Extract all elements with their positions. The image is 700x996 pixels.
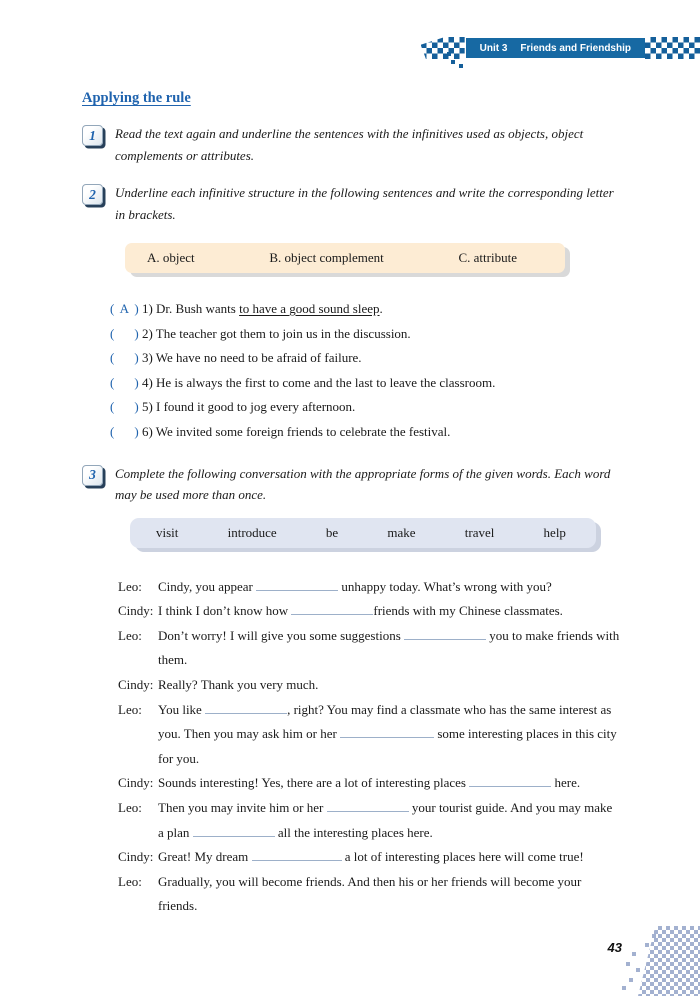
bracket-sentences: [110, 297, 622, 445]
exercise-1: [82, 123, 622, 166]
answer-blank[interactable]: [252, 848, 342, 861]
options-bar: [125, 243, 565, 273]
conversation-line: [118, 673, 622, 698]
page-content: [82, 90, 622, 919]
option-c-label: C. attribute: [458, 250, 517, 265]
decor-dot-icon: [632, 952, 636, 956]
open-paren: (: [110, 325, 115, 341]
bracket-sentence: ( ) 3) We have no need to be afraid of failure.: [110, 346, 622, 371]
option-b-label: B. object complement: [269, 250, 384, 265]
open-paren: (: [110, 301, 115, 316]
decor-dot-icon: [652, 934, 656, 938]
answer-blank[interactable]: [256, 578, 338, 591]
exercise-3: [82, 463, 622, 506]
conversation-line: [118, 698, 622, 772]
unit-title: Friends and Friendship: [520, 42, 631, 54]
answer-slot[interactable]: [114, 371, 134, 396]
answer-slot[interactable]: [114, 395, 134, 420]
close-paren: ): [134, 301, 139, 316]
underlined-phrase: to have a good sound sleep: [239, 301, 380, 316]
word-bank-item: visit: [156, 524, 179, 540]
bracket-sentence: ( ) 4) He is always the first to come and the last to leave the classroom.: [110, 371, 622, 396]
close-paren: ): [134, 374, 139, 390]
speaker-label: Cindy:: [118, 676, 154, 692]
close-paren: ): [134, 399, 139, 415]
bracket-sentence: ( A ) 1) Dr. Bush wants to have a good sound sleep.: [110, 297, 622, 322]
speaker-label: Cindy:: [118, 849, 154, 865]
word-bank: [130, 518, 596, 548]
conversation: [118, 575, 622, 919]
close-paren: ): [134, 423, 139, 439]
answer-blank[interactable]: [469, 774, 551, 787]
exercise-2-badge: 2: [82, 184, 103, 205]
bracket-sentence: ( ) 2) The teacher got them to join us in the discussion.: [110, 322, 622, 347]
speaker-label: Leo:: [118, 627, 142, 643]
answer-blank[interactable]: [404, 627, 486, 640]
open-paren: (: [110, 350, 115, 366]
conversation-line: [118, 624, 622, 673]
speaker-label: Leo:: [118, 799, 142, 815]
conversation-text: Cindy, you appear unhappy today. What’s wrong with you?: [158, 578, 552, 594]
conversation-line: [118, 870, 622, 919]
word-bank-item: help: [543, 524, 566, 540]
open-paren: (: [110, 423, 115, 439]
bracket-sentence: ( ) 5) I found it good to jog every afternoon.: [110, 395, 622, 420]
answer-blank[interactable]: [205, 701, 287, 714]
speaker-label: Leo:: [118, 873, 142, 889]
conversation-line: [118, 599, 622, 624]
speaker-label: Cindy:: [118, 775, 154, 791]
exercise-1-badge: 1: [82, 125, 103, 146]
word-bank-item: introduce: [227, 524, 277, 540]
exercise-2-instruction: Underline each infinitive structure in the following sentences and write the corresponding letter in brackets.: [115, 185, 614, 222]
answer-blank[interactable]: [193, 824, 275, 837]
unit-banner: [421, 37, 700, 59]
close-paren: ): [134, 325, 139, 341]
decor-dot-icon: [629, 978, 633, 982]
answer-slot[interactable]: [114, 420, 134, 445]
conversation-text: You like , right? You may find a classmate who has the same interest as you. Then you may ask him or her some interesting places in this city for you.: [158, 701, 617, 766]
conversation-text: Then you may invite him or her your tourist guide. And you may make a plan all the interesting places here.: [158, 799, 613, 840]
unit-banner-rect: [466, 38, 645, 58]
decor-dot-icon: [645, 943, 649, 947]
checker-dot-icon: [447, 52, 451, 56]
checker-dot-icon: [451, 60, 455, 64]
speaker-label: Leo:: [118, 701, 142, 717]
pixel-decoration: [638, 926, 700, 996]
checker-dot-icon: [459, 64, 463, 68]
bracket-sentence: ( ) 6) We invited some foreign friends to celebrate the festival.: [110, 420, 622, 445]
speaker-label: Cindy:: [118, 603, 154, 619]
word-bank-item: travel: [464, 524, 495, 540]
exercise-3-instruction: Complete the following conversation with the appropriate forms of the given words. Each word may be used more than once.: [115, 465, 611, 503]
option-a-label: A. object: [147, 250, 195, 265]
conversation-line: [118, 845, 622, 870]
close-paren: ): [134, 350, 139, 366]
answer-blank[interactable]: [327, 799, 409, 812]
section-heading: Applying the rule: [82, 90, 191, 106]
conversation-text: Great! My dream a lot of interesting places here will come true!: [158, 849, 584, 865]
word-bank-item: be: [325, 524, 339, 540]
exercise-1-instruction: Read the text again and underline the sentences with the infinitives used as objects, object complements or attributes.: [115, 126, 584, 163]
open-paren: (: [110, 374, 115, 390]
answer-blank[interactable]: [340, 725, 434, 738]
speaker-label: Leo:: [118, 578, 142, 594]
page-number: 43: [607, 940, 622, 955]
decor-dot-icon: [636, 968, 640, 972]
answer-blank[interactable]: [291, 602, 373, 615]
open-paren: (: [110, 399, 115, 415]
checker-pattern-icon: [645, 37, 700, 59]
decor-dot-icon: [626, 962, 630, 966]
unit-label: Unit 3: [479, 42, 508, 54]
answer-slot[interactable]: [114, 346, 134, 371]
answer-slot[interactable]: A: [119, 301, 130, 316]
word-bank-item: make: [387, 524, 416, 540]
exercise-3-badge: 3: [82, 465, 103, 486]
answer-slot[interactable]: [114, 322, 134, 347]
conversation-text: Gradually, you will become friends. And then his or her friends will become your friends.: [158, 873, 582, 914]
conversation-line: [118, 575, 622, 600]
exercise-2: [82, 182, 622, 225]
conversation-text: Sounds interesting! Yes, there are a lot of interesting places here.: [158, 775, 581, 791]
conversation-line: [118, 796, 622, 845]
conversation-line: [118, 771, 622, 796]
conversation-text: Don’t worry! I will give you some suggestions you to make friends with them.: [158, 627, 620, 668]
checker-pattern-icon: [421, 37, 465, 59]
conversation-text: Really? Thank you very much.: [158, 676, 319, 692]
decor-dot-icon: [622, 986, 626, 990]
conversation-text: I think I don’t know how friends with my Chinese classmates.: [158, 603, 563, 619]
